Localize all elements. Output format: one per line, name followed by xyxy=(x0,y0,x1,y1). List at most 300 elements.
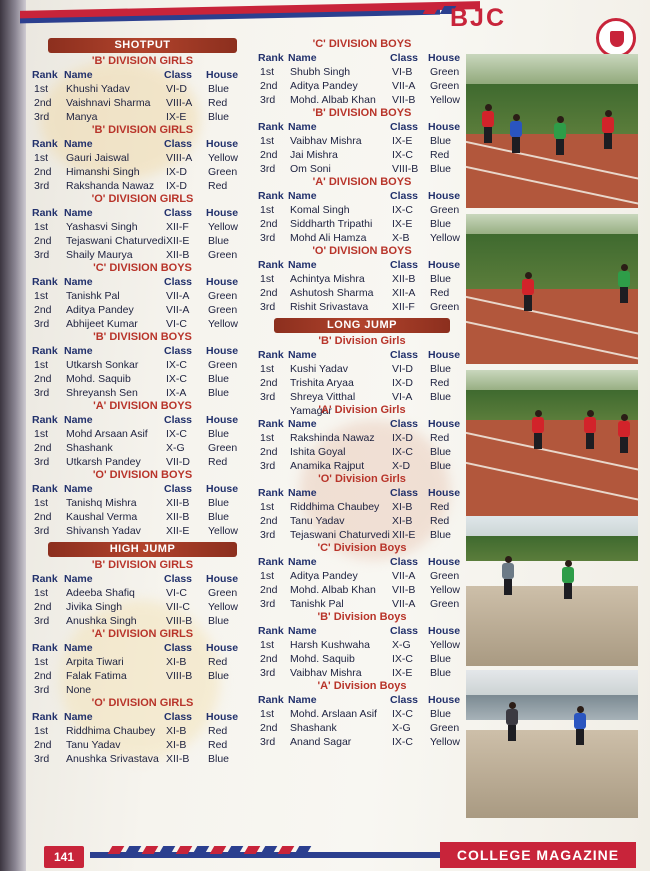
class-cell: IX-A xyxy=(166,387,187,399)
class-cell: VII-A xyxy=(166,290,190,302)
result-row xyxy=(30,441,255,455)
name-cell: Tejaswani Chaturvedi xyxy=(66,235,166,247)
class-cell: IX-C xyxy=(166,359,187,371)
rank-header: Rank xyxy=(258,259,284,271)
name-header: Name xyxy=(288,625,317,637)
name-cell: Riddhima Chaubey xyxy=(290,501,380,513)
class-cell: VIII-B xyxy=(166,670,193,682)
name-header: Name xyxy=(288,556,317,568)
name-cell: Om Soni xyxy=(290,163,331,175)
name-cell: Tejaswani Chaturvedi xyxy=(290,529,390,541)
name-header: Name xyxy=(288,349,317,361)
division-label: 'C' DIVISION BOYS xyxy=(312,38,412,50)
house-header: House xyxy=(428,190,461,202)
class-cell: XII-E xyxy=(392,529,416,541)
rank-cell: 3rd xyxy=(34,684,50,696)
class-header: Class xyxy=(164,69,193,81)
division-group xyxy=(256,611,468,680)
rank-cell: 3rd xyxy=(34,111,50,123)
house-cell: Green xyxy=(208,249,238,261)
rank-header: Rank xyxy=(32,207,58,219)
result-row xyxy=(256,286,468,300)
rank-cell: 1st xyxy=(34,587,49,599)
result-row xyxy=(30,179,255,193)
house-header: House xyxy=(428,625,461,637)
college-logo-text: BJC xyxy=(450,4,507,32)
house-header: House xyxy=(206,207,239,219)
class-cell: XI-B xyxy=(392,501,413,513)
table-header xyxy=(30,572,255,586)
class-cell: XII-F xyxy=(166,221,189,233)
result-row xyxy=(256,231,468,245)
division-group xyxy=(256,473,468,542)
result-row xyxy=(256,445,468,459)
name-cell: Himanshi Singh xyxy=(66,166,140,178)
rank-cell: 3rd xyxy=(260,301,276,313)
rank-header: Rank xyxy=(32,138,58,150)
division-label: 'C' Division Boys xyxy=(317,542,407,554)
result-row xyxy=(30,248,255,262)
result-row xyxy=(256,93,468,107)
house-cell: Green xyxy=(208,290,238,302)
rank-cell: 3rd xyxy=(34,318,50,330)
class-cell: XII-B xyxy=(166,511,190,523)
division-group xyxy=(30,124,255,193)
division-label: 'O' DIVISION BOYS xyxy=(312,245,412,257)
class-cell: XII-B xyxy=(166,753,190,765)
division-group xyxy=(30,331,255,400)
house-cell: Blue xyxy=(208,387,230,399)
name-cell: Khushi Yadav xyxy=(66,83,130,95)
results-column-right xyxy=(256,38,468,749)
class-cell: XI-B xyxy=(166,739,187,751)
class-cell: IX-C xyxy=(392,446,413,458)
division-label: 'A' Division Boys xyxy=(317,680,407,692)
name-cell: Anamika Rajput xyxy=(290,460,365,472)
class-cell: VI-C xyxy=(166,318,187,330)
house-cell: Yellow xyxy=(430,232,460,244)
name-cell: Tanishk Pal xyxy=(66,290,120,302)
division-label: 'B' DIVISION GIRLS xyxy=(91,55,194,67)
class-cell: XII-F xyxy=(392,301,415,313)
house-cell: Green xyxy=(208,166,238,178)
class-header: Class xyxy=(164,276,193,288)
class-cell: XI-B xyxy=(166,656,187,668)
result-row xyxy=(256,431,468,445)
rank-cell: 3rd xyxy=(260,391,276,403)
division-label: 'C' DIVISION BOYS xyxy=(93,262,192,274)
rank-cell: 2nd xyxy=(260,515,278,527)
rank-cell: 3rd xyxy=(34,456,50,468)
top-ribbon xyxy=(20,0,480,22)
result-row xyxy=(256,65,468,79)
class-cell: XII-B xyxy=(392,273,416,285)
rank-cell: 2nd xyxy=(260,722,278,734)
rank-header: Rank xyxy=(32,483,58,495)
photo-long-jump-boy xyxy=(466,670,638,818)
class-cell: VI-B xyxy=(392,66,413,78)
house-cell: Red xyxy=(208,725,228,737)
name-cell: Mohd. Albab Khan xyxy=(290,584,376,596)
house-cell: Red xyxy=(208,456,228,468)
result-row xyxy=(30,151,255,165)
class-cell: IX-C xyxy=(392,736,413,748)
division-label: 'A' DIVISION GIRLS xyxy=(91,628,194,640)
rank-cell: 3rd xyxy=(34,249,50,261)
class-cell: VII-A xyxy=(392,570,416,582)
class-cell: XI-B xyxy=(166,725,187,737)
class-header: Class xyxy=(390,121,419,133)
house-cell: Green xyxy=(208,442,238,454)
house-cell: Blue xyxy=(430,273,452,285)
rank-header: Rank xyxy=(258,349,284,361)
class-header: Class xyxy=(390,349,419,361)
table-header xyxy=(256,348,468,362)
class-cell: VI-A xyxy=(392,391,413,403)
division-group xyxy=(30,400,255,469)
rank-cell: 2nd xyxy=(260,80,278,92)
table-header xyxy=(256,555,468,569)
result-row xyxy=(256,638,468,652)
result-row xyxy=(30,372,255,386)
house-cell: Red xyxy=(430,515,450,527)
class-header: Class xyxy=(164,138,193,150)
house-header: House xyxy=(428,418,461,430)
house-cell: Red xyxy=(208,97,228,109)
name-cell: Rakshanda Nawaz xyxy=(66,180,155,192)
division-group xyxy=(256,542,468,611)
name-header: Name xyxy=(64,483,93,495)
rank-cell: 3rd xyxy=(34,387,50,399)
name-cell: Yashasvi Singh xyxy=(66,221,138,233)
name-header: Name xyxy=(288,694,317,706)
table-header xyxy=(256,51,468,65)
name-cell: Vaibhav Mishra xyxy=(290,135,362,147)
table-header xyxy=(256,189,468,203)
house-header: House xyxy=(428,121,461,133)
house-cell: Red xyxy=(430,432,450,444)
class-cell: XI-B xyxy=(392,515,413,527)
house-cell: Yellow xyxy=(208,601,238,613)
result-row xyxy=(256,362,468,376)
class-header: Class xyxy=(390,694,419,706)
result-row xyxy=(30,724,255,738)
house-cell: Blue xyxy=(208,373,230,385)
class-cell: XII-B xyxy=(166,249,190,261)
rank-cell: 2nd xyxy=(34,235,52,247)
class-cell: VII-B xyxy=(392,584,416,596)
result-row xyxy=(256,514,468,528)
table-header xyxy=(30,482,255,496)
rank-cell: 3rd xyxy=(260,232,276,244)
rank-cell: 2nd xyxy=(260,584,278,596)
rank-cell: 2nd xyxy=(34,304,52,316)
name-header: Name xyxy=(64,414,93,426)
event-section xyxy=(256,318,468,749)
result-row xyxy=(256,500,468,514)
name-cell: Kaushal Verma xyxy=(66,511,138,523)
house-cell: Red xyxy=(430,501,450,513)
college-crest-icon xyxy=(596,18,636,58)
name-cell: Anushka Srivastava xyxy=(66,753,159,765)
class-header: Class xyxy=(390,259,419,271)
house-cell: Red xyxy=(430,287,450,299)
class-header: Class xyxy=(390,190,419,202)
division-group xyxy=(256,680,468,749)
class-cell: VIII-A xyxy=(166,97,193,109)
result-row xyxy=(256,652,468,666)
rank-cell: 1st xyxy=(260,273,275,285)
class-cell: IX-D xyxy=(166,166,187,178)
result-row xyxy=(30,427,255,441)
result-row xyxy=(30,614,255,628)
class-cell: VII-A xyxy=(166,304,190,316)
house-cell: Blue xyxy=(430,163,452,175)
event-title-banner: SHOTPUT xyxy=(48,38,237,53)
house-cell: Blue xyxy=(430,708,452,720)
name-header: Name xyxy=(288,52,317,64)
name-cell: None xyxy=(66,684,92,696)
name-cell: Anand Sagar xyxy=(290,736,352,748)
rank-cell: 2nd xyxy=(34,97,52,109)
class-cell: X-B xyxy=(392,232,410,244)
rank-header: Rank xyxy=(32,642,58,654)
class-header: Class xyxy=(164,483,193,495)
table-header xyxy=(256,486,468,500)
house-cell: Green xyxy=(208,587,238,599)
rank-cell: 1st xyxy=(34,497,49,509)
name-cell: Shivansh Yadav xyxy=(66,525,141,537)
rank-header: Rank xyxy=(258,625,284,637)
division-group xyxy=(30,559,255,628)
name-cell: Vaishnavi Sharma xyxy=(66,97,151,109)
result-row xyxy=(256,272,468,286)
name-header: Name xyxy=(64,207,93,219)
result-row xyxy=(30,82,255,96)
rank-cell: 3rd xyxy=(260,736,276,748)
house-cell: Blue xyxy=(430,529,452,541)
rank-cell: 3rd xyxy=(260,94,276,106)
division-label: 'O' DIVISION BOYS xyxy=(92,469,193,481)
table-header xyxy=(256,624,468,638)
name-header: Name xyxy=(64,138,93,150)
class-cell: IX-C xyxy=(392,204,413,216)
division-label: 'B' Division Girls xyxy=(318,335,406,347)
name-cell: Mohd. Albab Khan xyxy=(290,94,376,106)
division-label: 'A' DIVISION BOYS xyxy=(93,400,192,412)
class-header: Class xyxy=(164,414,193,426)
class-header: Class xyxy=(390,52,419,64)
class-header: Class xyxy=(390,418,419,430)
class-header: Class xyxy=(164,642,193,654)
house-cell: Blue xyxy=(208,670,230,682)
name-cell: Shubh Singh xyxy=(290,66,351,78)
name-cell: Adeeba Shafiq xyxy=(66,587,135,599)
house-cell: Green xyxy=(430,66,460,78)
house-cell: Green xyxy=(430,570,460,582)
name-cell: Shashank xyxy=(66,442,113,454)
division-group xyxy=(30,628,255,697)
division-group xyxy=(256,107,468,176)
rank-header: Rank xyxy=(32,345,58,357)
division-group xyxy=(30,469,255,538)
rank-cell: 3rd xyxy=(260,667,276,679)
rank-header: Rank xyxy=(258,487,284,499)
division-label: 'B' DIVISION BOYS xyxy=(312,107,412,119)
name-cell: Arpita Tiwari xyxy=(66,656,124,668)
results-column-left xyxy=(30,38,255,766)
class-cell: IX-C xyxy=(392,149,413,161)
class-cell: XII-E xyxy=(166,235,190,247)
page-number: 141 xyxy=(44,846,84,868)
name-header: Name xyxy=(288,190,317,202)
class-cell: IX-C xyxy=(392,708,413,720)
rank-header: Rank xyxy=(258,121,284,133)
name-header: Name xyxy=(64,345,93,357)
rank-cell: 3rd xyxy=(260,163,276,175)
division-label: 'B' DIVISION GIRLS xyxy=(91,559,194,571)
event-section xyxy=(256,38,468,314)
house-header: House xyxy=(206,345,239,357)
house-cell: Red xyxy=(208,739,228,751)
class-cell: X-G xyxy=(392,639,411,651)
division-label: 'O' DIVISION GIRLS xyxy=(91,193,194,205)
class-cell xyxy=(166,683,208,697)
name-cell: Trishita Aryaa xyxy=(290,377,354,389)
name-cell: Mohd. Arslaan Asif xyxy=(290,708,377,720)
result-row xyxy=(256,79,468,93)
house-cell: Blue xyxy=(430,135,452,147)
division-group xyxy=(256,176,468,245)
house-cell: Green xyxy=(430,301,460,313)
house-cell: Green xyxy=(430,204,460,216)
name-cell: Aditya Pandey xyxy=(290,80,358,92)
rank-cell: 3rd xyxy=(34,180,50,192)
result-row xyxy=(30,303,255,317)
name-cell: Anushka Singh xyxy=(66,615,137,627)
name-cell: Vaibhav Mishra xyxy=(290,667,362,679)
class-header: Class xyxy=(390,487,419,499)
result-row xyxy=(256,569,468,583)
result-row xyxy=(30,220,255,234)
rank-header: Rank xyxy=(32,69,58,81)
name-cell: Falak Fatima xyxy=(66,670,127,682)
house-header: House xyxy=(206,138,239,150)
name-cell: Aditya Pandey xyxy=(66,304,134,316)
result-row xyxy=(256,459,468,473)
event-section xyxy=(30,542,255,766)
rank-cell: 1st xyxy=(34,725,49,737)
house-cell: Yellow xyxy=(208,152,238,164)
photo-running-girls xyxy=(466,54,638,208)
table-header xyxy=(256,258,468,272)
house-header: House xyxy=(428,259,461,271)
table-header xyxy=(30,344,255,358)
house-cell: Blue xyxy=(208,511,230,523)
division-group xyxy=(30,193,255,262)
rank-cell: 1st xyxy=(34,221,49,233)
class-cell: IX-E xyxy=(392,135,413,147)
result-row xyxy=(30,510,255,524)
name-cell: Gauri Jaiswal xyxy=(66,152,130,164)
result-row xyxy=(256,300,468,314)
result-row xyxy=(30,96,255,110)
table-header xyxy=(30,137,255,151)
house-header: House xyxy=(206,414,239,426)
result-row xyxy=(256,528,468,542)
rank-cell: 1st xyxy=(34,152,49,164)
result-row xyxy=(256,203,468,217)
table-header xyxy=(30,68,255,82)
house-cell: Green xyxy=(208,304,238,316)
name-cell: Shreyansh Sen xyxy=(66,387,138,399)
result-row xyxy=(256,162,468,176)
name-cell: Shashank xyxy=(290,722,337,734)
division-group xyxy=(256,38,468,107)
photo-long-jump-girl xyxy=(466,516,638,666)
result-row xyxy=(30,358,255,372)
rank-header: Rank xyxy=(258,556,284,568)
name-header: Name xyxy=(64,573,93,585)
house-cell: Green xyxy=(208,359,238,371)
house-cell: Blue xyxy=(208,753,230,765)
rank-cell: 2nd xyxy=(260,287,278,299)
name-cell: Utkarsh Sonkar xyxy=(66,359,139,371)
name-cell: Kushi Yadav xyxy=(290,363,348,375)
class-cell: VIII-A xyxy=(166,152,193,164)
rank-cell: 3rd xyxy=(260,598,276,610)
event-section xyxy=(30,38,255,538)
rank-cell: 2nd xyxy=(260,653,278,665)
result-row xyxy=(30,752,255,766)
division-label: 'O' DIVISION GIRLS xyxy=(91,697,194,709)
house-cell: Yellow xyxy=(430,94,460,106)
name-header: Name xyxy=(64,69,93,81)
class-cell: XII-E xyxy=(166,525,190,537)
result-row xyxy=(30,655,255,669)
house-cell: Blue xyxy=(430,391,452,403)
house-cell: Blue xyxy=(430,363,452,375)
result-row xyxy=(30,110,255,124)
house-cell: Blue xyxy=(208,428,230,440)
division-group xyxy=(30,262,255,331)
name-header: Name xyxy=(288,487,317,499)
house-cell: Blue xyxy=(208,83,230,95)
result-row xyxy=(30,496,255,510)
class-header: Class xyxy=(390,625,419,637)
name-cell: Jai Mishra xyxy=(290,149,338,161)
house-cell: Blue xyxy=(430,460,452,472)
house-cell: Yellow xyxy=(208,318,238,330)
name-cell: Tanishk Pal xyxy=(290,598,344,610)
division-group xyxy=(256,245,468,314)
rank-header: Rank xyxy=(258,190,284,202)
division-group xyxy=(30,55,255,124)
house-header: House xyxy=(206,573,239,585)
name-cell: Manya xyxy=(66,111,98,123)
rank-cell: 2nd xyxy=(260,218,278,230)
table-header xyxy=(30,275,255,289)
name-cell: Abhijeet Kumar xyxy=(66,318,138,330)
name-cell: Mohd Arsaan Asif xyxy=(66,428,148,440)
class-cell: VII-A xyxy=(392,598,416,610)
event-title-banner: HIGH JUMP xyxy=(48,542,237,557)
class-cell: IX-D xyxy=(166,180,187,192)
result-row xyxy=(30,165,255,179)
house-cell: Blue xyxy=(208,235,230,247)
name-header: Name xyxy=(288,121,317,133)
photo-strip xyxy=(466,54,638,830)
